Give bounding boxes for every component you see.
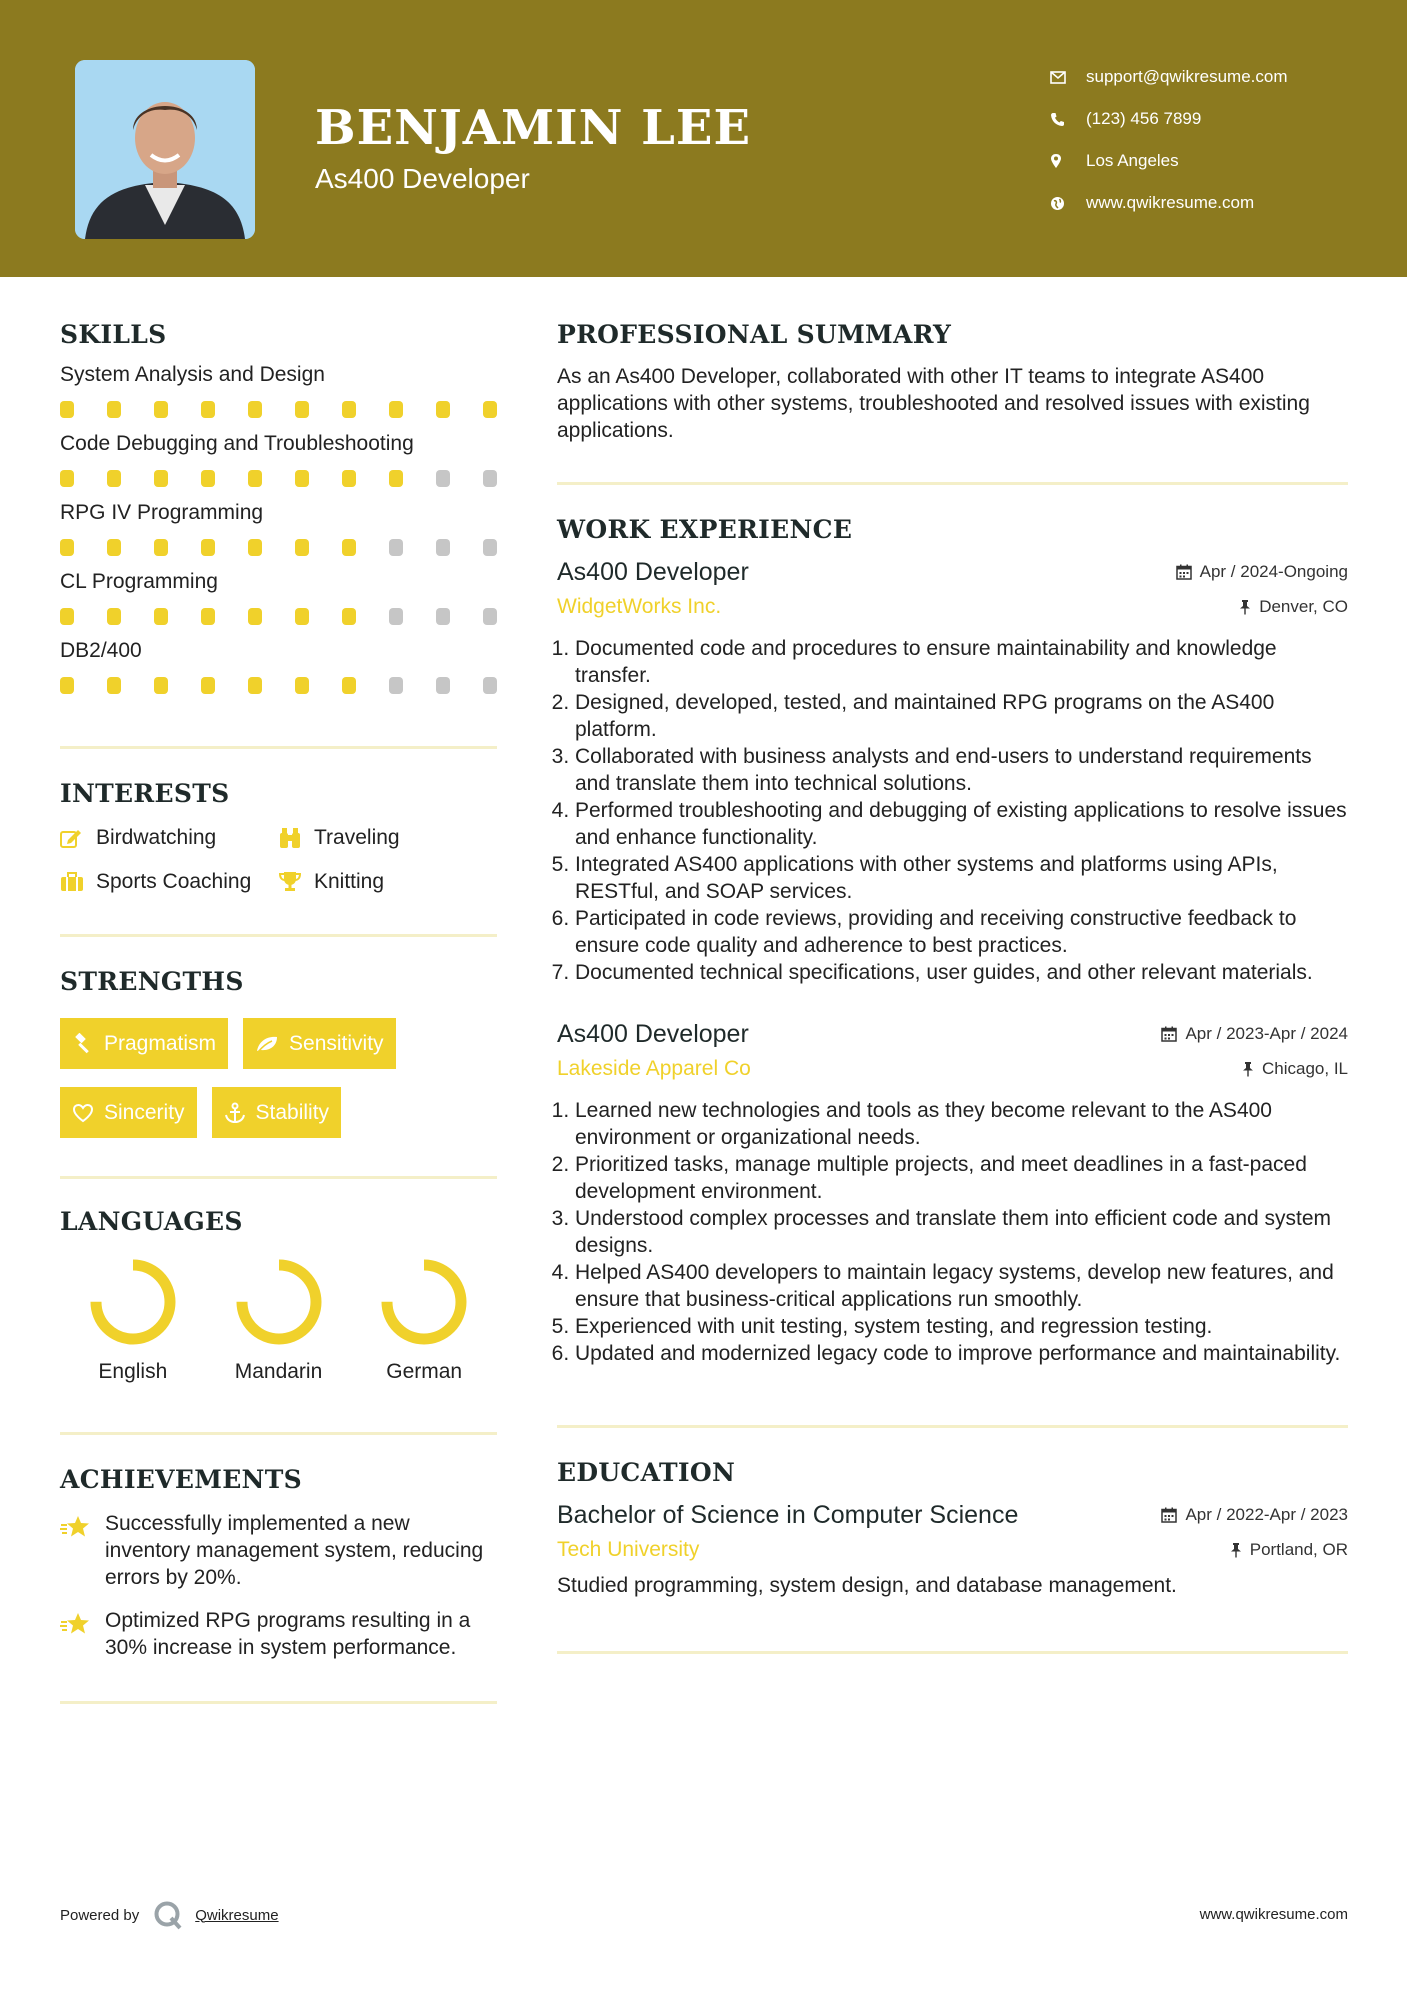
job-title: As400 Developer bbox=[557, 1020, 749, 1048]
summary-title: PROFESSIONAL SUMMARY bbox=[557, 320, 952, 349]
strengths-title: STRENGTHS bbox=[60, 967, 244, 996]
candidate-title: As400 Developer bbox=[315, 163, 530, 194]
skill-dot-filled bbox=[154, 539, 168, 556]
job-duty: 4. Performed troubleshooting and debugging of existing applications to resolve issues and enhance functionality. bbox=[575, 797, 1348, 851]
job-location-text: Denver, CO bbox=[1259, 597, 1348, 616]
skill-dot-filled bbox=[295, 401, 309, 418]
education-description: Studied programming, system design, and database management. bbox=[557, 1574, 1177, 1597]
education-location-text: Portland, OR bbox=[1249, 1540, 1348, 1559]
skill-dot-empty bbox=[483, 539, 497, 556]
interest-label: Traveling bbox=[314, 826, 400, 849]
skill-dot-filled bbox=[342, 677, 356, 694]
skill-dot-filled bbox=[248, 608, 262, 625]
job-sub bbox=[557, 1057, 1348, 1081]
powered-by-text: Powered by bbox=[60, 1906, 140, 1924]
section-divider bbox=[60, 1176, 497, 1179]
contact-website-text: www.qwikresume.com bbox=[1086, 193, 1255, 212]
interest-label: Knitting bbox=[314, 870, 385, 893]
skill-dot-filled bbox=[342, 401, 356, 418]
strength-label: Stability bbox=[255, 1100, 330, 1124]
calendar-icon bbox=[1161, 1026, 1177, 1042]
job-dates-text: Apr / 2023-Apr / 2024 bbox=[1185, 1024, 1348, 1043]
skill-dot-filled bbox=[201, 401, 215, 418]
interest-label: Birdwatching bbox=[96, 826, 217, 849]
skill-dot-filled bbox=[154, 401, 168, 418]
section-divider bbox=[557, 482, 1348, 485]
skill-name: RPG IV Programming bbox=[60, 501, 264, 524]
skill-dot-filled bbox=[436, 401, 450, 418]
section-divider bbox=[557, 1651, 1348, 1654]
qwikresume-logo-icon bbox=[153, 1900, 183, 1930]
job-duty: 5. Integrated AS400 applications with other systems and platforms using APIs, RESTful, and SOAP services. bbox=[575, 851, 1348, 905]
job-duty: 2. Prioritized tasks, manage multiple projects, and meet deadlines in a fast-paced development environment. bbox=[575, 1151, 1348, 1205]
strength-tag bbox=[212, 1087, 342, 1138]
summary-section bbox=[557, 320, 1348, 444]
experience-section bbox=[557, 515, 1348, 1367]
job-entry bbox=[557, 558, 1348, 986]
skill-dot-empty bbox=[436, 470, 450, 487]
pushpin-icon bbox=[1230, 1542, 1242, 1558]
skill-dot-filled bbox=[201, 539, 215, 556]
education-school: Tech University bbox=[557, 1538, 700, 1561]
skill-dot-filled bbox=[295, 470, 309, 487]
skill-dot-filled bbox=[342, 470, 356, 487]
education-sub bbox=[557, 1538, 1348, 1562]
education-dates-text: Apr / 2022-Apr / 2023 bbox=[1185, 1505, 1348, 1524]
job-location-text: Chicago, IL bbox=[1262, 1059, 1348, 1078]
skill-dot-filled bbox=[295, 539, 309, 556]
suitcase-icon bbox=[60, 872, 96, 892]
globe-icon bbox=[1050, 196, 1086, 211]
pencil-square-icon bbox=[60, 828, 96, 848]
skills-title: SKILLS bbox=[60, 320, 167, 349]
skill-level-dots bbox=[60, 608, 497, 625]
strength-label: Pragmatism bbox=[104, 1031, 217, 1055]
job-duty: 3. Collaborated with business analysts and end-users to understand requirements and translate them into technical solutions. bbox=[575, 743, 1348, 797]
language-item bbox=[206, 1256, 352, 1384]
contact-phone[interactable] bbox=[1050, 98, 1288, 140]
job-dates-text: Apr / 2024-Ongoing bbox=[1199, 562, 1348, 581]
job-location bbox=[1239, 597, 1348, 617]
skill-dot-empty bbox=[436, 677, 450, 694]
languages-section bbox=[60, 1207, 497, 1384]
gavel-icon bbox=[72, 1033, 94, 1055]
skill-dot-filled bbox=[107, 470, 121, 487]
experience-title: WORK EXPERIENCE bbox=[557, 515, 853, 544]
education-head bbox=[557, 1501, 1348, 1530]
job-company: Lakeside Apparel Co bbox=[557, 1057, 751, 1080]
job-duty: 5. Experienced with unit testing, system testing, and regression testing. bbox=[575, 1313, 1348, 1340]
heart-icon bbox=[72, 1103, 94, 1123]
skill-dot-filled bbox=[248, 539, 262, 556]
skill-dot-filled bbox=[107, 608, 121, 625]
skill-dot-filled bbox=[295, 608, 309, 625]
language-gauge-arc bbox=[242, 1265, 316, 1339]
skills-list bbox=[60, 363, 497, 694]
skill-name: CL Programming bbox=[60, 570, 218, 593]
language-gauge-arc bbox=[387, 1265, 461, 1339]
left-column bbox=[60, 320, 497, 1704]
job-duty: 3. Understood complex processes and translate them into efficient code and system designs. bbox=[575, 1205, 1348, 1259]
job-head bbox=[557, 1020, 1348, 1049]
skill-dot-empty bbox=[483, 677, 497, 694]
language-gauge bbox=[378, 1256, 470, 1348]
job-duty: 1. Learned new technologies and tools as they become relevant to the AS400 environment or organizational needs. bbox=[575, 1097, 1348, 1151]
achievement-item bbox=[60, 1510, 497, 1591]
language-gauge bbox=[233, 1256, 325, 1348]
languages-list bbox=[60, 1256, 497, 1384]
skill-dot-filled bbox=[60, 677, 74, 694]
job-duty: 6. Participated in code reviews, providing and receiving constructive feedback to ensure code quality and adherence to best practices. bbox=[575, 905, 1348, 959]
job-duty: 2. Designed, developed, tested, and maintained RPG programs on the AS400 platform. bbox=[575, 689, 1348, 743]
section-divider bbox=[557, 1425, 1348, 1428]
job-duty: 4. Helped AS400 developers to maintain legacy systems, develop new features, and ensure that business-critical applications run smoothly. bbox=[575, 1259, 1348, 1313]
skill-dot-filled bbox=[295, 677, 309, 694]
skill-dot-filled bbox=[483, 401, 497, 418]
skill-name: DB2/400 bbox=[60, 639, 142, 662]
summary-text: As an As400 Developer, collaborated with other IT teams to integrate AS400 applications with other systems, troubleshooted and resolved issues with existing applications. bbox=[557, 365, 1310, 442]
interest-item bbox=[278, 826, 497, 850]
skills-section bbox=[60, 320, 497, 694]
job-title: As400 Developer bbox=[557, 558, 749, 586]
job-duty: 7. Documented technical specifications, user guides, and other relevant materials. bbox=[575, 959, 1348, 986]
contact-website[interactable] bbox=[1050, 182, 1288, 224]
education-section bbox=[557, 1458, 1348, 1599]
language-label: Mandarin bbox=[234, 1360, 323, 1383]
strengths-list bbox=[60, 1018, 497, 1138]
strength-tag bbox=[60, 1018, 228, 1069]
skill-dot-filled bbox=[107, 401, 121, 418]
skill-dot-filled bbox=[248, 401, 262, 418]
interest-item bbox=[60, 826, 278, 850]
strength-tag bbox=[60, 1087, 197, 1138]
languages-title: LANGUAGES bbox=[60, 1207, 243, 1236]
job-duties bbox=[557, 635, 1348, 986]
job-company: WidgetWorks Inc. bbox=[557, 595, 722, 618]
contact-phone-text: (123) 456 7899 bbox=[1086, 109, 1202, 128]
job-dates bbox=[1161, 1024, 1348, 1044]
skill-dot-filled bbox=[201, 470, 215, 487]
trophy-icon bbox=[278, 871, 314, 893]
language-label: German bbox=[386, 1360, 463, 1383]
binoculars-icon bbox=[278, 827, 314, 849]
skill-level-dots bbox=[60, 677, 497, 694]
skill-name: Code Debugging and Troubleshooting bbox=[60, 432, 414, 455]
contact-location-text: Los Angeles bbox=[1086, 151, 1179, 170]
candidate-name: BENJAMIN LEE bbox=[315, 100, 752, 156]
skill-dot-filled bbox=[342, 608, 356, 625]
calendar-icon bbox=[1176, 564, 1192, 580]
education-dates bbox=[1161, 1505, 1348, 1525]
interests-list bbox=[60, 826, 497, 894]
job-duties bbox=[557, 1097, 1348, 1367]
strength-label: Sensitivity bbox=[289, 1031, 384, 1055]
skill-dot-filled bbox=[107, 677, 121, 694]
contact-email-text: support@qwikresume.com bbox=[1086, 67, 1288, 86]
interest-item bbox=[60, 870, 278, 894]
skill-dot-filled bbox=[107, 539, 121, 556]
pushpin-icon bbox=[1239, 599, 1251, 615]
interests-title: INTERESTS bbox=[60, 779, 230, 808]
job-duty: 6. Updated and modernized legacy code to improve performance and maintainability. bbox=[575, 1340, 1348, 1367]
section-divider bbox=[60, 1432, 497, 1435]
job-duty: 1. Documented code and procedures to ensure maintainability and knowledge transfer. bbox=[575, 635, 1348, 689]
strengths-section bbox=[60, 967, 497, 1138]
section-divider bbox=[60, 934, 497, 937]
contact-list bbox=[1050, 56, 1288, 224]
education-title: EDUCATION bbox=[557, 1458, 736, 1487]
skill-dot-filled bbox=[248, 470, 262, 487]
footer-website[interactable]: www.qwikresume.com bbox=[1199, 1906, 1348, 1923]
star-icon bbox=[60, 1607, 105, 1661]
skill-dot-empty bbox=[436, 608, 450, 625]
language-item bbox=[60, 1256, 206, 1384]
interest-label: Sports Coaching bbox=[96, 870, 252, 893]
skill-dot-filled bbox=[389, 401, 403, 418]
skill-dot-filled bbox=[60, 539, 74, 556]
pushpin-icon bbox=[1242, 1061, 1254, 1077]
achievement-item bbox=[60, 1607, 497, 1661]
interest-item bbox=[278, 870, 497, 894]
job-entry bbox=[557, 1020, 1348, 1367]
language-label: English bbox=[98, 1360, 168, 1383]
strength-tag bbox=[243, 1018, 396, 1069]
skill-dot-filled bbox=[60, 608, 74, 625]
section-divider bbox=[60, 746, 497, 749]
skill-dot-empty bbox=[389, 539, 403, 556]
language-gauge-arc bbox=[96, 1265, 170, 1339]
skill-dot-filled bbox=[389, 470, 403, 487]
skill-dot-empty bbox=[483, 608, 497, 625]
qwikresume-link[interactable]: Qwikresume bbox=[195, 1906, 279, 1924]
job-head bbox=[557, 558, 1348, 587]
education-degree: Bachelor of Science in Computer Science bbox=[557, 1501, 1019, 1529]
skill-dot-empty bbox=[389, 608, 403, 625]
skill-dot-filled bbox=[201, 677, 215, 694]
profile-photo bbox=[75, 60, 255, 239]
footer-powered-by bbox=[60, 1900, 279, 1930]
jobs-list bbox=[557, 558, 1348, 1367]
contact-email[interactable] bbox=[1050, 56, 1288, 98]
skill-dot-filled bbox=[154, 677, 168, 694]
skill-level-dots bbox=[60, 470, 497, 487]
right-column bbox=[557, 320, 1348, 1654]
skill-level-dots bbox=[60, 401, 497, 418]
achievement-text: Optimized RPG programs resulting in a 30% increase in system performance. bbox=[105, 1609, 471, 1659]
section-divider bbox=[60, 1701, 497, 1704]
achievements-title: ACHIEVEMENTS bbox=[60, 1465, 302, 1494]
language-gauge bbox=[87, 1256, 179, 1348]
skill-level-dots bbox=[60, 539, 497, 556]
skill-name: System Analysis and Design bbox=[60, 363, 325, 386]
strength-label: Sincerity bbox=[104, 1100, 185, 1124]
skill-dot-filled bbox=[60, 401, 74, 418]
calendar-icon bbox=[1161, 1507, 1177, 1523]
phone-icon bbox=[1050, 112, 1086, 127]
skill-dot-empty bbox=[436, 539, 450, 556]
leaf-icon bbox=[255, 1035, 279, 1053]
job-dates bbox=[1176, 562, 1348, 582]
education-location bbox=[1230, 1540, 1348, 1560]
skill-dot-filled bbox=[248, 677, 262, 694]
header-banner bbox=[0, 0, 1407, 277]
skill-dot-empty bbox=[483, 470, 497, 487]
job-sub bbox=[557, 595, 1348, 619]
envelope-icon bbox=[1050, 71, 1086, 84]
anchor-icon bbox=[224, 1102, 246, 1124]
contact-location bbox=[1050, 140, 1288, 182]
skill-dot-filled bbox=[154, 470, 168, 487]
star-icon bbox=[60, 1510, 105, 1591]
skill-dot-empty bbox=[389, 677, 403, 694]
skill-dot-filled bbox=[60, 470, 74, 487]
language-item bbox=[351, 1256, 497, 1384]
skill-dot-filled bbox=[154, 608, 168, 625]
achievement-text: Successfully implemented a new inventory management system, reducing errors by 20%. bbox=[105, 1512, 484, 1589]
job-location bbox=[1242, 1059, 1348, 1079]
skill-dot-filled bbox=[201, 608, 215, 625]
map-marker-icon bbox=[1050, 153, 1086, 169]
interests-section bbox=[60, 779, 497, 894]
skill-dot-filled bbox=[342, 539, 356, 556]
achievements-section bbox=[60, 1465, 497, 1661]
